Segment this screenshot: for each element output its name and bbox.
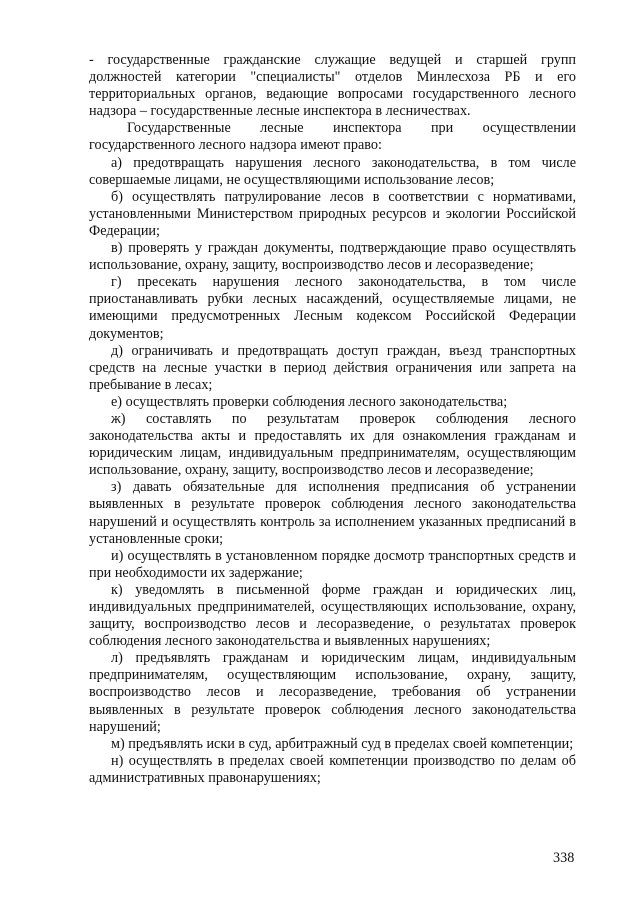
list-item-g: г) пресекать нарушения лесного законодательства, в том числе приостанавливать рубки лесных насаждений, осуществляемые лицами, не имеющими предусмотренных Лесным кодексом Российской Федерации документов; [89, 274, 576, 342]
list-item-k: к) уведомлять в письменной форме граждан и юридических лиц, индивидуальных предпринимателей, осуществляющих использование, охрану, защиту, воспроизводство лесов и лесоразведение, о результатах проверок соблюдения лесного законодательства и выявленных нарушениях; [89, 581, 576, 650]
page-number: 338 [553, 850, 575, 866]
paragraph-rights-intro: Государственные лесные инспектора при осуществлении государственного лесного надзора имеют право: [89, 120, 576, 154]
list-item-l: л) предъявлять гражданам и юридическим лицам, индивидуальным предпринимателям, осуществляющим использование, охрану, защиту, воспроизводство лесов и лесоразведение, требования об устранении выявленных в результате проверок соблюдения лесного законодательства нарушений; [89, 650, 576, 735]
list-item-n: н) осуществлять в пределах своей компетенции производство по делам об административных правонарушениях; [89, 752, 576, 786]
list-item-e: е) осуществлять проверки соблюдения лесного законодательства; [111, 393, 508, 410]
list-item-b: б) осуществлять патрулирование лесов в соответствии с нормативами, установленными Министерством природных ресурсов и экологии Российской Федерации; [89, 188, 576, 239]
list-item-a: а) предотвращать нарушения лесного законодательства, в том числе совершаемые лицами, не осуществляющими использование лесов; [89, 154, 576, 188]
list-item-z: з) давать обязательные для исполнения предписания об устранении выявленных в результате проверок соблюдения лесного законодательства нарушений и осуществлять контроль за исполнением указанных предписаний в установленные сроки; [89, 479, 576, 547]
document-body [89, 52, 576, 787]
list-item-zh: ж) составлять по результатам проверок соблюдения лесного законодательства акты и предоставлять их для ознакомления гражданам и юридическим лицам, индивидуальным предпринимателям, осуществляющим использование, охрану, защиту, воспроизводство лесов и лесоразведение; [89, 410, 576, 479]
list-item-v: в) проверять у граждан документы, подтверждающие право осуществлять использование, охрану, защиту, воспроизводство лесов и лесоразведение; [89, 240, 576, 274]
list-item-i: и) осуществлять в установленном порядке досмотр транспортных средств и при необходимости их задержание; [89, 547, 576, 581]
list-item-d: д) ограничивать и предотвращать доступ граждан, въезд транспортных средств на лесные участки в период действия ограничения или запрета на пребывание в лесах; [89, 342, 576, 393]
paragraph-inspectors-list: - государственные гражданские служащие ведущей и старшей групп должностей категории "специалисты" отделов Минлесхоза РБ и его территориальных органов, ведающие вопросами государственного лесного надзора – государственные лесные инспектора в лесничествах. [89, 52, 576, 120]
list-item-m: м) предъявлять иски в суд, арбитражный суд в пределах своей компетенции; [111, 735, 574, 752]
